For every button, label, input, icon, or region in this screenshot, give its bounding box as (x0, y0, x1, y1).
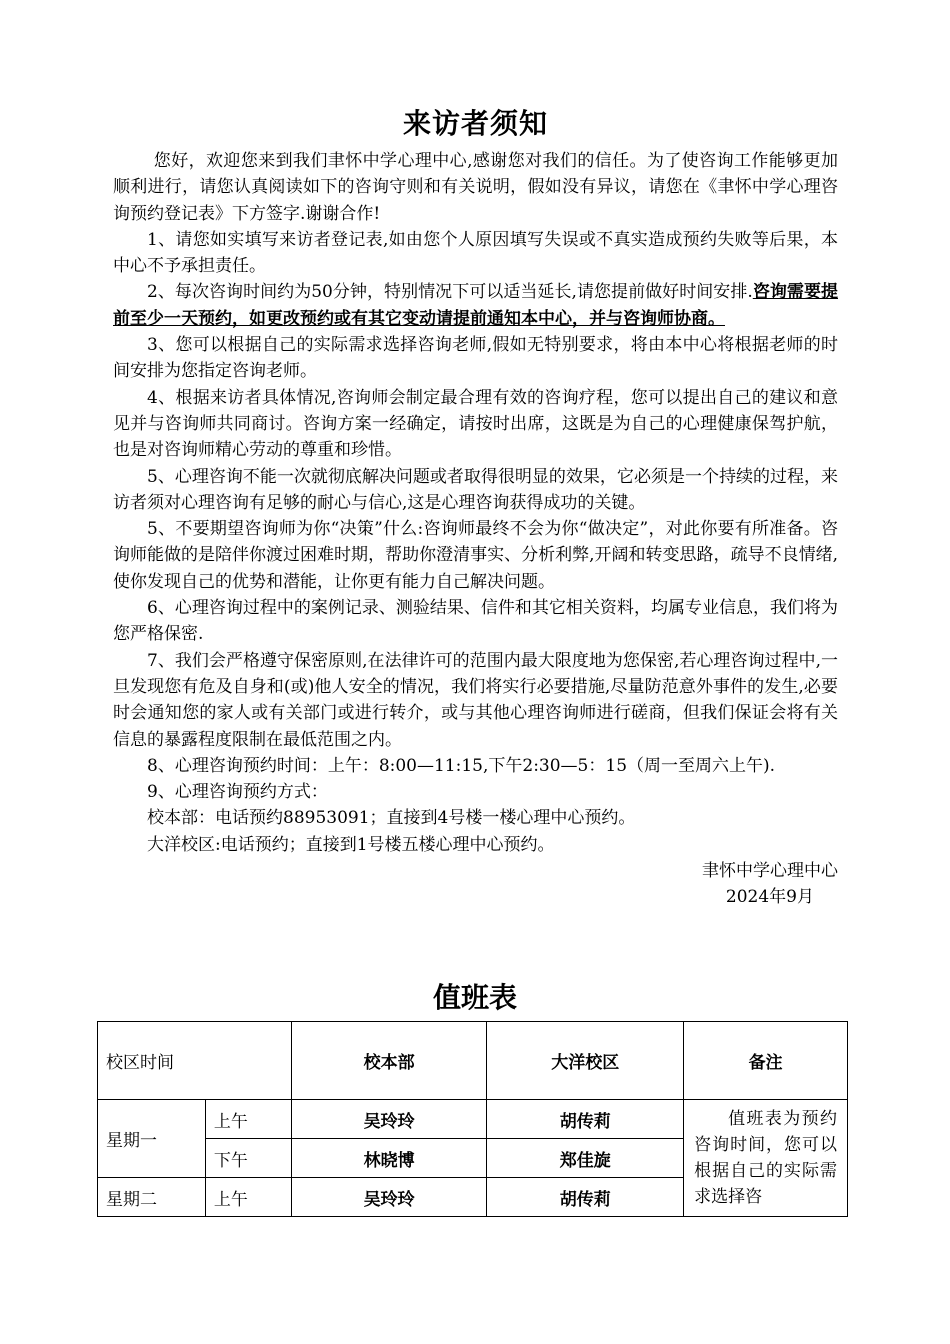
notice-item-2 (113, 279, 838, 332)
header-dayang-campus: 大洋校区 (487, 1022, 684, 1100)
header-note: 备注 (684, 1022, 848, 1100)
day-cell: 星期一 (98, 1100, 206, 1178)
main-campus-staff: 吴玲玲 (291, 1100, 487, 1139)
main-campus-staff: 吴玲玲 (291, 1178, 487, 1217)
notice-item-3: 3、您可以根据自己的实际需求选择咨询老师,假如无特别要求，将由本中心将根据老师的时间安排为您指定咨询老师。 (113, 335, 838, 382)
dayang-campus-staff: 郑佳旋 (487, 1139, 684, 1178)
dayang-campus-staff: 胡传莉 (487, 1100, 684, 1139)
notice-item-5b: 5、不要期望咨询师为你“决策”什么:咨询师最终不会为你“做决定”，对此你要有所准备。咨询师能做的是陪伴你渡过困难时期，帮助你澄清事实、分析利弊,开阔和转变思路，疏导不良情绪,使你发现自己的优势和潜能，让你更有能力自己解决问题。 (113, 519, 838, 592)
header-campus-time: 校区时间 (98, 1022, 292, 1100)
table-row (98, 1100, 848, 1139)
day-cell: 星期二 (98, 1178, 206, 1217)
notice-item-8: 8、心理咨询预约时间：上午：8:00—11:15,下午2:30—5：15（周一至周六上午). (147, 755, 776, 776)
note-text: 值班表为预约咨询时间，您可以根据自己的实际需求选择咨 (694, 1109, 837, 1207)
header-main-campus: 校本部 (291, 1022, 487, 1100)
campus-main-booking: 校本部：电话预约88953091；直接到4号楼一楼心理中心预约。 (147, 808, 636, 829)
notice-item-2-text: 2、每次咨询时间约为50分钟，特别情况下可以适当延长,请您提前做好时间安排. (147, 282, 753, 303)
duty-table (97, 1021, 848, 1217)
duty-header-row (98, 1022, 848, 1100)
notice-title: 来访者须知 (402, 107, 548, 140)
campus-dayang-booking: 大洋校区:电话预约；直接到1号楼五楼心理中心预约。 (147, 834, 555, 855)
period-cell: 下午 (205, 1139, 291, 1178)
main-campus-staff: 林晓博 (291, 1139, 487, 1178)
notice-section (113, 100, 838, 911)
period-cell: 上午 (205, 1100, 291, 1139)
notice-item-9: 9、心理咨询预约方式： (147, 782, 328, 803)
notice-item-1: 1、请您如实填写来访者登记表,如由您个人原因填写失误或不真实造成预约失败等后果，本中心不予承担责任。 (113, 229, 838, 277)
period-cell: 上午 (205, 1178, 291, 1217)
signature-org: 聿怀中学心理中心 (702, 861, 838, 882)
notice-item-5a: 5、心理咨询不能一次就彻底解决问题或者取得很明显的效果，它必须是一个持续的过程，来访者须对心理咨询有足够的耐心与信心,这是心理咨询获得成功的关键。 (113, 466, 838, 513)
notice-intro: 您好，欢迎您来到我们聿怀中学心理中心,感谢您对我们的信任。为了使咨询工作能够更加顺利进行，请您认真阅读如下的咨询守则和有关说明，假如没有异议，请您在《聿怀中学心理咨询预约登记表》下方签字.谢谢合作! (113, 151, 838, 224)
note-cell (684, 1100, 848, 1217)
duty-title: 值班表 (432, 981, 517, 1014)
notice-item-7: 7、我们会严格遵守保密原则,在法律许可的范围内最大限度地为您保密,若心理咨询过程中,一旦发现您有危及自身和(或)他人安全的情况，我们将实行必要措施,尽量防范意外事件的发生,必要时会通知您的家人或有关部门或进行转介，或与其他心理咨询师进行磋商，但我们保证会将有关信息的暴露程度限制在最低范围之内。 (113, 650, 838, 750)
notice-item-6: 6、心理咨询过程中的案例记录、测验结果、信件和其它相关资料，均属专业信息，我们将为您严格保密. (113, 598, 838, 645)
dayang-campus-staff: 胡传莉 (487, 1178, 684, 1217)
notice-item-4: 4、根据来访者具体情况,咨询师会制定最合理有效的咨询疗程，您可以提出自己的建议和意见并与咨询师共同商讨。咨询方案一经确定，请按时出席，这既是为自己的心理健康保驾护航，也是对咨询师精心劳动的尊重和珍惜。 (113, 387, 838, 461)
signature-date: 2024年9月 (725, 887, 814, 908)
notice-item-2-emphasis: 咨询需要提前至少一天预约，如更改预约或有其它变动请提前通知本中心，并与咨询师协商。 (113, 282, 838, 329)
